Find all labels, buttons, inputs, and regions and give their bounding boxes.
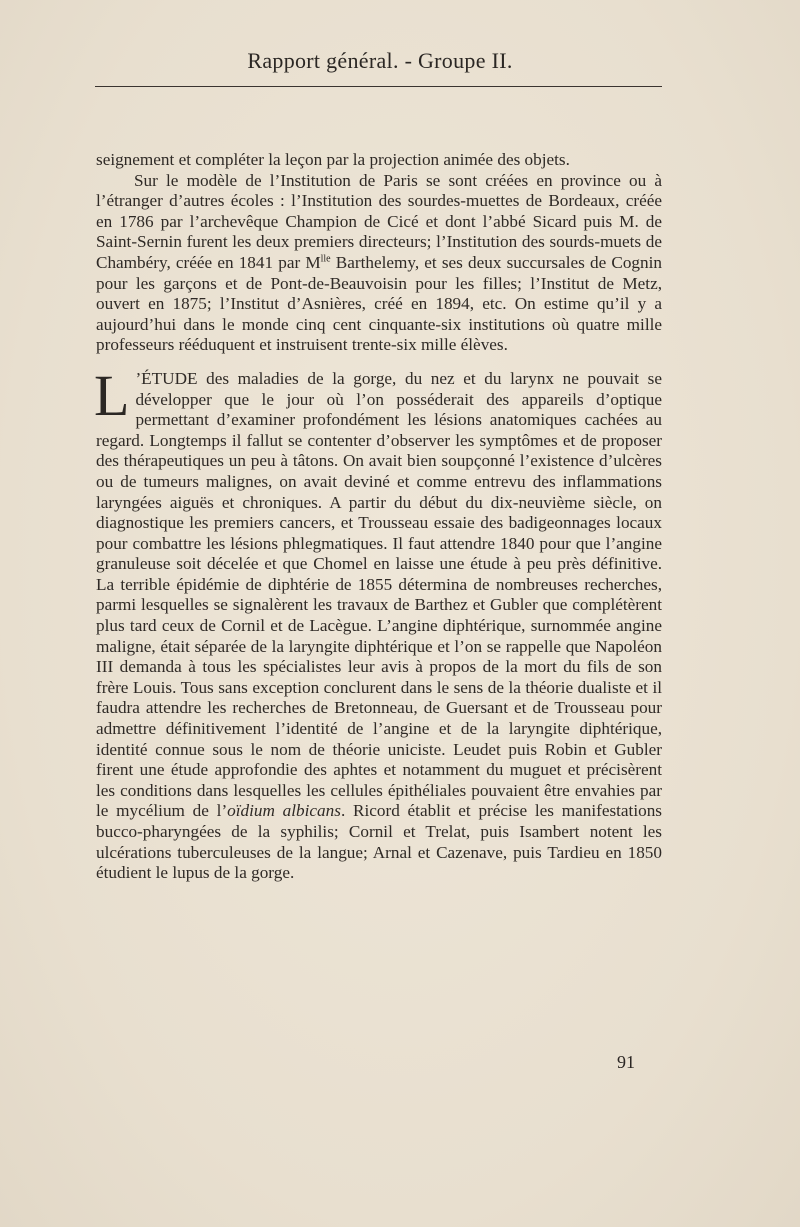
paragraph-institutions-text-a: Sur le modèle de l’Institution de Paris se sont créées en province ou à l’étranger d’autres écoles : l’Institution des sourdes-muettes de Bordeaux, créée en 1786 par l’archevêque Champion de Cicé et dont l’abbé Sicard puis M. de Saint-Sernin furent les deux premiers directeurs; l’Institution des sourds-muets de Chambéry, créée en 1841 par M <box>96 170 662 272</box>
paragraph-larynx-text-a: ’ÉTUDE des maladies de la gorge, du nez et du larynx ne pouvait se développer que le jour où l’on posséderait des appareils d’optique permettant d’examiner profondément les lésions anatomiques cachées au regard. Longtemps il fallut se contenter d’observer les symptômes et de proposer des thérapeutiques un peu à tâtons. On avait bien soupçonné l’existence d’ulcères ou de tumeurs malignes, on avait deviné et comme entrevu des inflammations laryngées aiguës et chroniques. A partir du début du dix-neuvième siècle, on diagnostique les premiers cancers, et Trousseau essaie des badigeonnages locaux pour combattre les lésions phlegmatiques. Il faut attendre 1840 pour que l’angine granuleuse soit décelée et que Chomel en laisse une étude à peu près définitive. La terrible épidémie de diphtérie de 1855 détermina de nombreuses recherches, parmi lesquelles se signalèrent les travaux de Barthez et Gubler que complétèrent plus tard ceux de Cornil et de Lacègue. L’angine diphtérique, surnommée angine maligne, était séparée de la laryngite diphtérique et l’on se rappelle que Napoléon III demanda à tous les spécialistes leur avis à propos de la mort du fils de son frère Louis. Tous sans exception conclurent dans le sens de la théorie dualiste et il faudra attendre les recherches de Bretonneau, de Guersant et de Trousseau pour admettre définitivement l’identité de l’angine et de la laryngite diphtérique, identité connue sous le nom de théorie uniciste. Leudet puis Robin et Gubler firent une étude approfondie des aphtes et notamment du muguet et précisèrent les conditions dans lesquelles les cellules épithéliales pouvaient être envahies par le mycélium de l’ <box>96 368 662 821</box>
page-number: 91 <box>617 1052 635 1072</box>
running-head: Rapport général. - Groupe II. <box>247 48 513 73</box>
drop-cap: L <box>94 362 130 428</box>
paragraph-institutions <box>96 171 662 356</box>
paragraph-larynx-text-b: . Ricord établit et précise les manifestations bucco-pharyngées de la syphilis; Cornil et Trelat, puis Isambert notent les ulcérations tuberculeuses de la langue; Arnal et Cazenave, puis Tardieu en 1850 étudient le lupus de la gorge. <box>96 801 662 883</box>
paragraph-continuation <box>96 150 662 171</box>
paragraph-continuation-text: seignement et compléter la leçon par la projection animée des objets. <box>96 150 570 169</box>
paragraph-larynx-study <box>94 362 662 884</box>
header-rule <box>95 86 662 87</box>
superscript-lle: lle <box>320 253 331 265</box>
body-text <box>96 150 662 884</box>
italic-oidium-albicans: oïdium albicans <box>227 801 341 821</box>
paragraph-institutions-text-b: Barthelemy, et ses deux succursales de Cognin pour les garçons et de Pont-de-Beauvoisin pour les filles; l’Institut de Metz, ouvert en 1875; l’Institut d’Asnières, créé en 1894, etc. On estime qu’il y a aujourd’hui dans le monde cinq cent cinquante-six institutions où quatre mille professeurs rééduquent et instruisent trente-six mille élèves. <box>96 252 662 355</box>
